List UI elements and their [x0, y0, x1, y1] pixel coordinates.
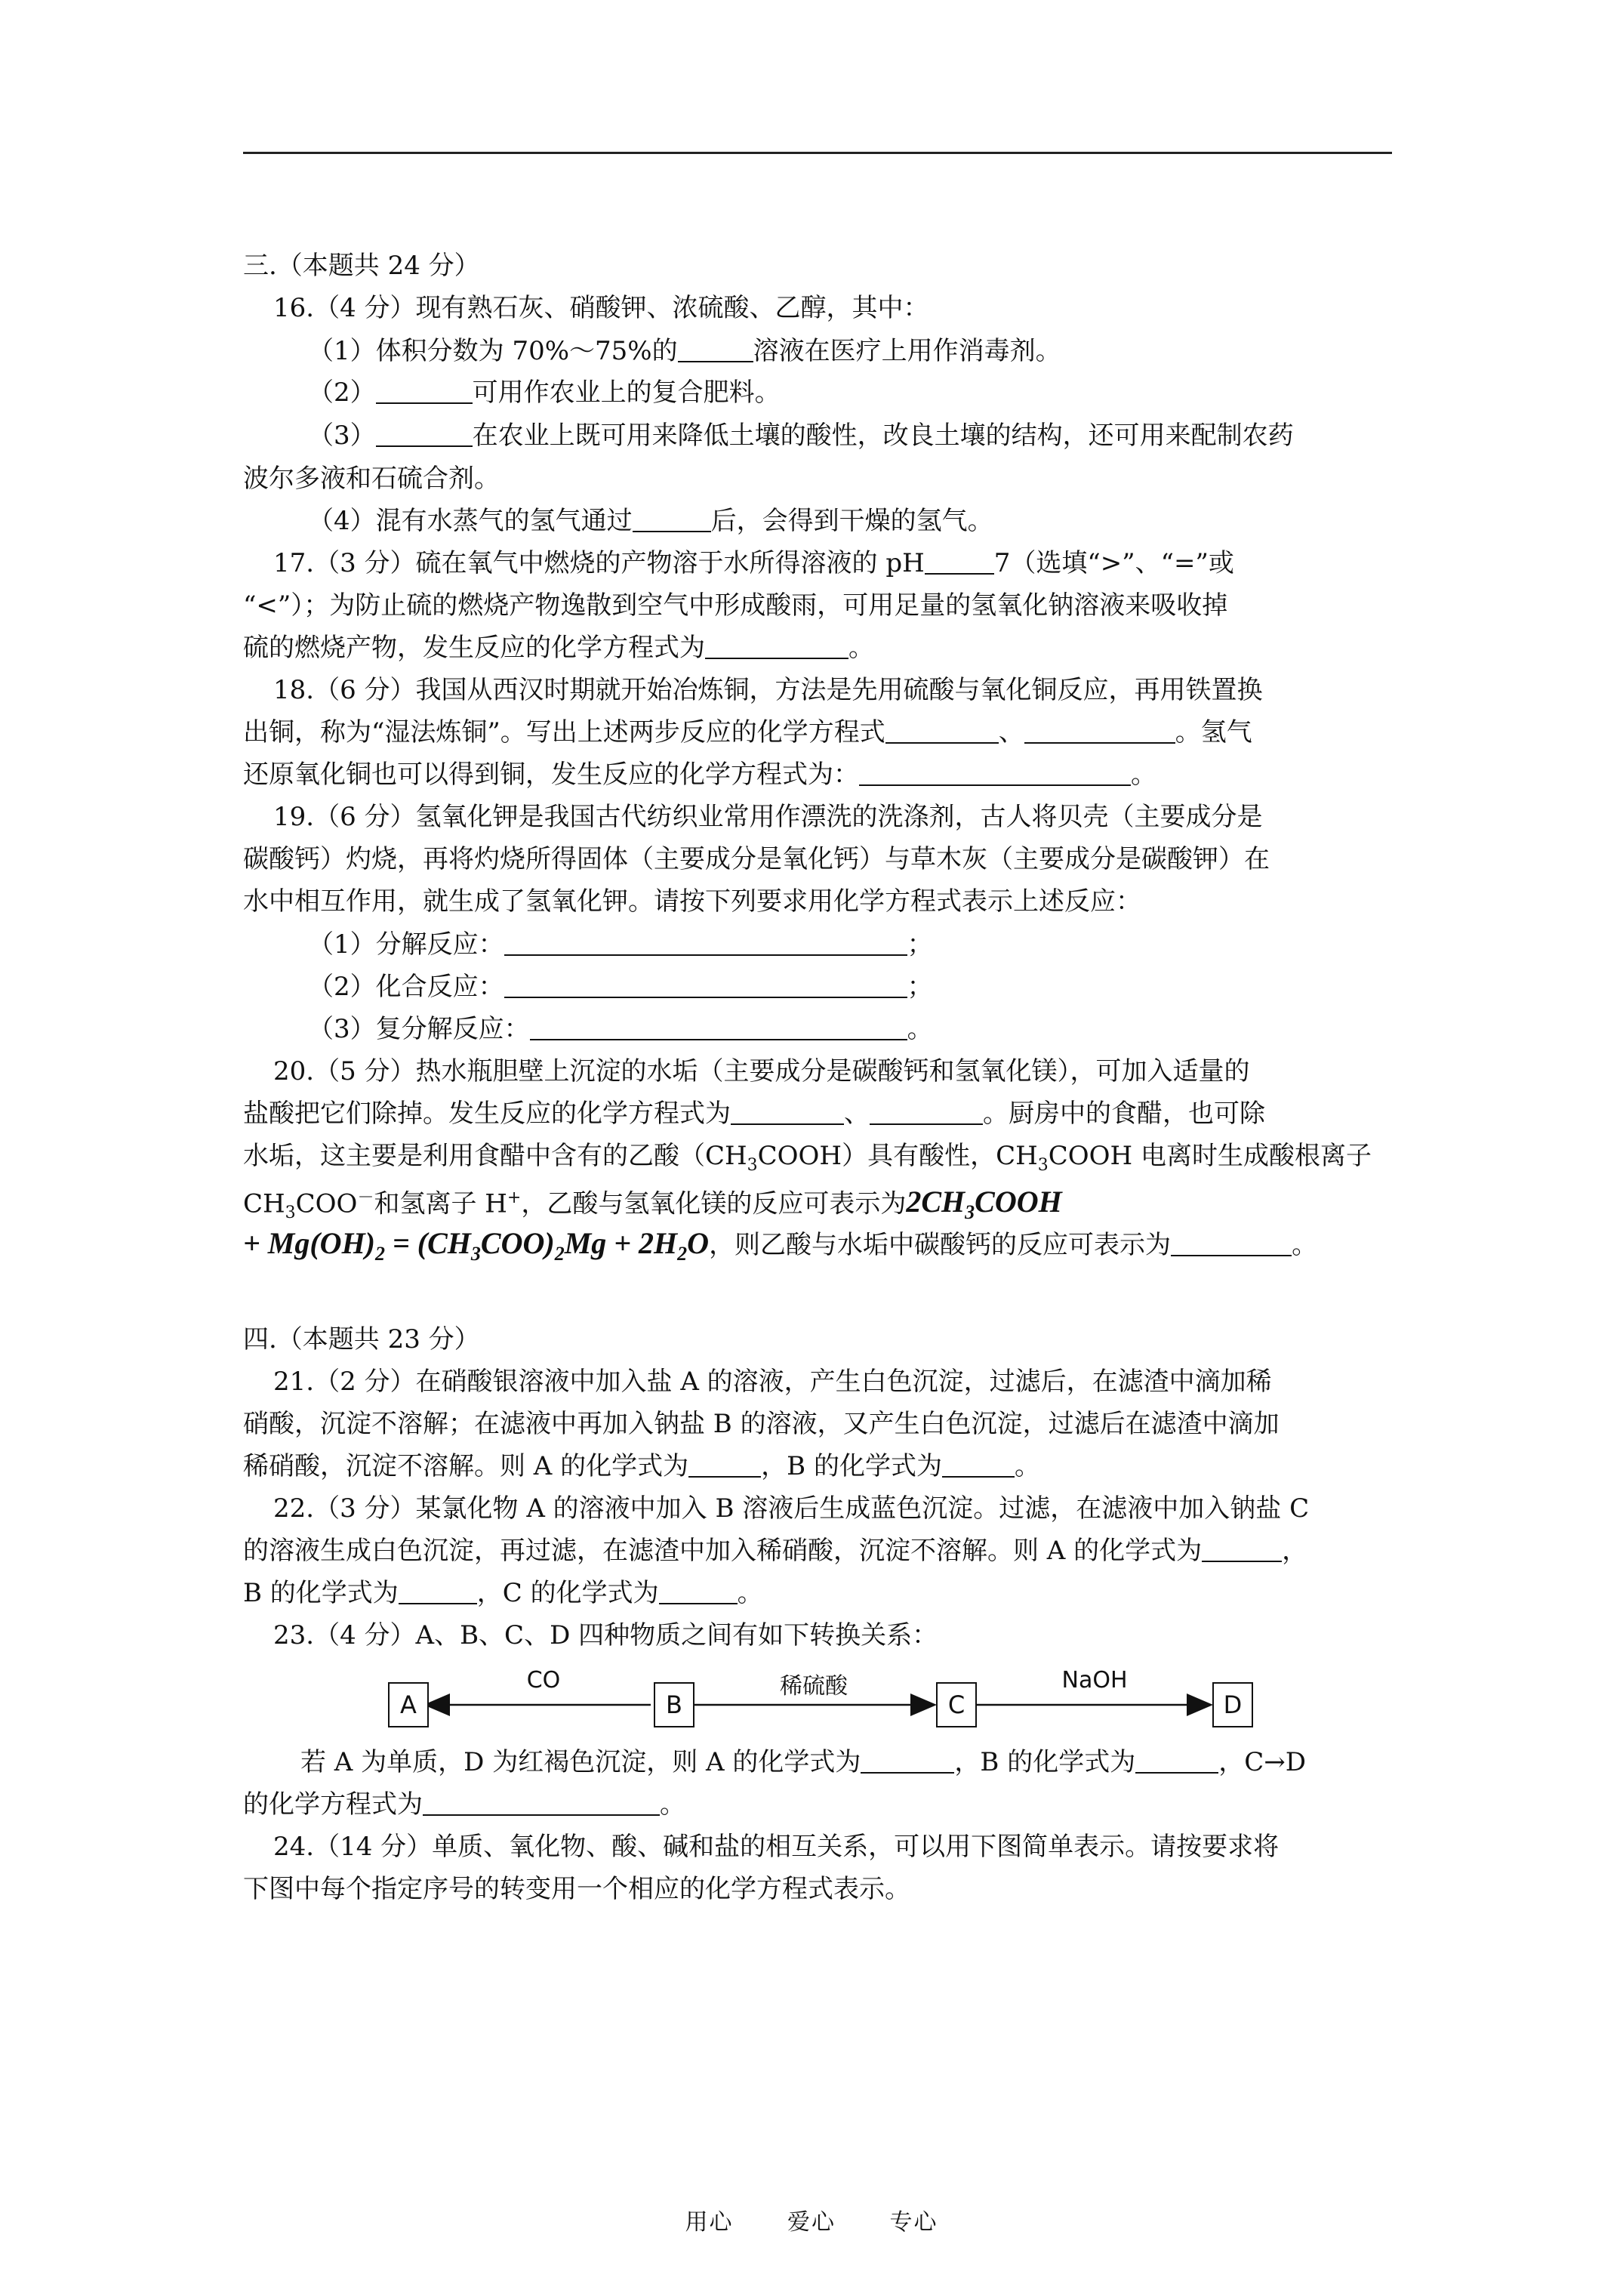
q17-line3: 硫的燃烧产物，发生反应的化学方程式为 。 [243, 633, 874, 663]
q24-line1: 24.（14 分）单质、氧化物、酸、碱和盐的相互关系，可以用下图简单表示。请按要求将 [273, 1832, 1280, 1862]
q23-line1: 23.（4 分）A、B、C、D 四种物质之间有如下转换关系： [273, 1620, 938, 1650]
header-rule [243, 152, 1392, 154]
answer-blank[interactable] [659, 1579, 738, 1604]
equation-part1: $2CH_3COOH$ [906, 1185, 1062, 1224]
section-3-heading: 三.（本题共 24 分） [243, 251, 480, 281]
box-b: B [654, 1682, 694, 1727]
q19-reaction1: （1）分解反应： ； [308, 929, 933, 960]
q20-line2: 盐酸把它们除掉。发生反应的化学方程式为 、 。厨房中的食醋，也可除 [243, 1099, 1265, 1129]
q17-line2: “<”）；为防止硫的燃烧产物逸散到空气中形成酸雨，可用足量的氢氧化钠溶液来吸收掉 [243, 590, 1228, 621]
q19-reaction3: （3）复分解反应： 。 [308, 1014, 933, 1044]
answer-blank[interactable] [1171, 1231, 1292, 1256]
q19-line2: 碳酸钙）灼烧，再将灼烧所得固体（主要成分是氧化钙）与草木灰（主要成分是碳酸钾）在 [243, 844, 1270, 874]
answer-blank[interactable] [504, 972, 907, 998]
q16-part3: （3） 在农业上既可用来降低土壤的酸性，改良土壤的结构，还可用来配制农药 [308, 421, 1294, 451]
q16-stem: 16.（4 分）现有熟石灰、硝酸钾、浓硫酸、乙醇，其中： [273, 293, 929, 323]
box-c: C [936, 1682, 977, 1727]
q18-line3: 还原氧化铜也可以得到铜，发生反应的化学方程式为： 。 [243, 760, 1156, 790]
q16-part2: （2） 可用作农业上的复合肥料。 [308, 378, 781, 408]
answer-blank[interactable] [859, 760, 1131, 786]
q23-line3: 的化学方程式为 。 [243, 1789, 685, 1820]
q20-line5: + $Mg(OH)_2 = (CH_3COO)_2Mg + 2H_2O$，则乙酸与水垢中碳酸钙的反应可表示为 。 [243, 1226, 1318, 1265]
q21-line2: 硝酸，沉淀不溶解；在滤液中再加入钠盐 B 的溶液，又产生白色沉淀，过滤后在滤渣中滴加 [243, 1409, 1280, 1439]
q20-line3: 水垢，这主要是利用食醋中含有的乙酸$(CH_3COOH)$具有酸性，$CH_3COOH$ 电离时生成酸根离子 [243, 1141, 1372, 1175]
equation-part2: + $Mg(OH)_2 = (CH_3COO)_2Mg + 2H_2O$ [243, 1226, 710, 1265]
answer-blank[interactable] [688, 1452, 761, 1478]
answer-blank[interactable] [861, 1748, 954, 1774]
q17-line1: 17.（3 分）硫在氧气中燃烧的产物溶于水所得溶液的 pH 7（选填“>”、“=”或 [273, 548, 1234, 578]
q18-line2: 出铜，称为“湿法炼铜”。写出上述两步反应的化学方程式 、 。氢气 [243, 717, 1252, 747]
q22-line1: 22.（3 分）某氯化物 A 的溶液中加入 B 溶液后生成蓝色沉淀。过滤，在滤液中加入钠盐 C [273, 1493, 1310, 1524]
answer-blank[interactable] [376, 421, 473, 447]
arrow-label-naoh: NaOH [1061, 1667, 1128, 1693]
answer-blank[interactable] [925, 549, 994, 575]
q19-line1: 19.（6 分）氢氧化钾是我国古代纺织业常用作漂洗的洗涤剂，古人将贝壳（主要成分是 [273, 802, 1263, 832]
answer-blank[interactable] [504, 930, 907, 956]
q21-line3: 稀硝酸，沉淀不溶解。则 A 的化学式为 ，B 的化学式为 。 [243, 1451, 1040, 1481]
footer-text: 用心 [685, 2209, 734, 2236]
q24-line2: 下图中每个指定序号的转变用一个相应的化学方程式表示。 [243, 1874, 910, 1904]
q22-line2: 的溶液生成白色沉淀，再过滤，在滤渣中加入稀硝酸，沉淀不溶解。则 A 的化学式为 ， [243, 1536, 1308, 1566]
answer-blank[interactable] [376, 378, 473, 404]
footer-text: 专心 [889, 2209, 938, 2236]
q22-line3: B 的化学式为 ，C 的化学式为 。 [243, 1578, 763, 1608]
conversion-diagram [385, 1667, 1261, 1730]
answer-blank[interactable] [423, 1790, 660, 1816]
box-d: D [1212, 1682, 1253, 1727]
answer-blank[interactable] [942, 1452, 1015, 1478]
q16-part1: （1）体积分数为 70%～75%的 溶液在医疗上用作消毒剂。 [308, 336, 1061, 366]
q20-line4: $CH_3COO^-$和氢离子 H+，乙酸与氢氧化镁的反应可表示为$2CH_3COOH$ [243, 1185, 1062, 1224]
q23-line2: 若 A 为单质，D 为红褐色沉淀，则 A 的化学式为 ，B 的化学式为 ，C→D [300, 1747, 1306, 1777]
q16-part3-cont: 波尔多液和石硫合剂。 [243, 464, 500, 494]
answer-blank[interactable] [1202, 1536, 1282, 1562]
answer-blank[interactable] [678, 337, 753, 362]
footer-text: 爱心 [787, 2209, 836, 2236]
q21-line1: 21.（2 分）在硝酸银溶液中加入盐 A 的溶液，产生白色沉淀，过滤后，在滤渣中滴加稀 [273, 1367, 1272, 1397]
answer-blank[interactable] [885, 718, 999, 744]
q16-part4: （4）混有水蒸气的氢气通过 后，会得到干燥的氢气。 [308, 506, 993, 536]
box-a: A [388, 1682, 429, 1727]
answer-blank[interactable] [633, 507, 711, 532]
page-footer [0, 2203, 1623, 2236]
answer-blank[interactable] [530, 1015, 907, 1040]
q19-line3: 水中相互作用，就生成了氢氧化钾。请按下列要求用化学方程式表示上述反应： [243, 886, 1141, 917]
answer-blank[interactable] [705, 633, 848, 659]
arrow-label-dilute-sulfuric-acid: 稀硫酸 [780, 1673, 848, 1700]
q20-line1: 20.（5 分）热水瓶胆壁上沉淀的水垢（主要成分是碳酸钙和氢氧化镁），可加入适量的 [273, 1056, 1250, 1086]
answer-blank[interactable] [870, 1099, 983, 1125]
arrow-label-co: CO [526, 1667, 561, 1693]
q19-reaction2: （2）化合反应： ； [308, 972, 933, 1002]
answer-blank[interactable] [1024, 718, 1175, 744]
answer-blank[interactable] [731, 1099, 844, 1125]
answer-blank[interactable] [1135, 1748, 1218, 1774]
q18-line1: 18.（6 分）我国从西汉时期就开始冶炼铜，方法是先用硫酸与氧化铜反应，再用铁置换 [273, 675, 1263, 705]
section-4-heading: 四.（本题共 23 分） [243, 1324, 480, 1354]
answer-blank[interactable] [399, 1579, 477, 1604]
